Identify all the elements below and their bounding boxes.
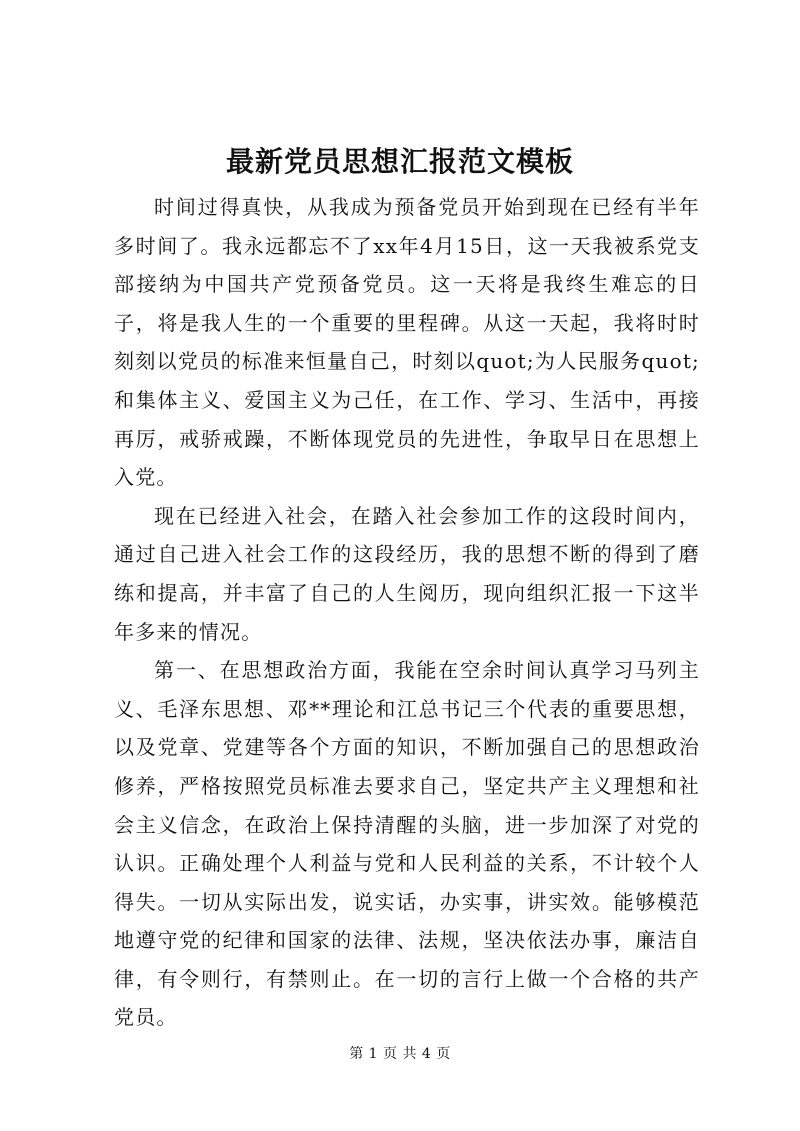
paragraph-3: 第一、在思想政治方面，我能在空余时间认真学习马列主义、毛泽东思想、邓**理论和江总书记三个代表的重要思想，以及党章、党建等各个方面的知识，不断加强自己的思想政治修养，严格按照党员标准去要求自己，坚定共产主义理想和社会主义信念，在政治上保持清醒的头脑，进一步加深了对党的认识。正确处理个人利益与党和人民利益的关系，不计较个人得失。一切从实际出发，说实话，办实事，讲实效。能够模范地遵守党的纪律和国家的法律、法规，坚决依法办事，廉洁自律，有令则行，有禁则止。在一切的言行上做一个合格的共产党员。 (114, 658, 700, 1030)
paragraph-2: 现在已经进入社会，在踏入社会参加工作的这段时间内，通过自己进入社会工作的这段经历，我的思想不断的得到了磨练和提高，并丰富了自己的人生阅历，现向组织汇报一下这半年多来的情况。 (114, 503, 700, 644)
paragraph-1: 时间过得真快，从我成为预备党员开始到现在已经有半年多时间了。我永远都忘不了xx年4月15日，这一天我被系党支部接纳为中国共产党预备党员。这一天将是我终生难忘的日子，将是我人生的一个重要的里程碑。从这一天起，我将时时刻刻以党员的标准来恒量自己，时刻以quot;为人民服务quot;和集体主义、爱国主义为己任，在工作、学习、生活中，再接再厉，戒骄戒躁，不断体现党员的先进性，争取早日在思想上入党。 (114, 195, 700, 490)
document-title: 最新党员思想汇报范文模板 (225, 145, 574, 178)
document-body (114, 188, 700, 1037)
page-footer: 第 1 页 共 4 页 (349, 1046, 451, 1062)
